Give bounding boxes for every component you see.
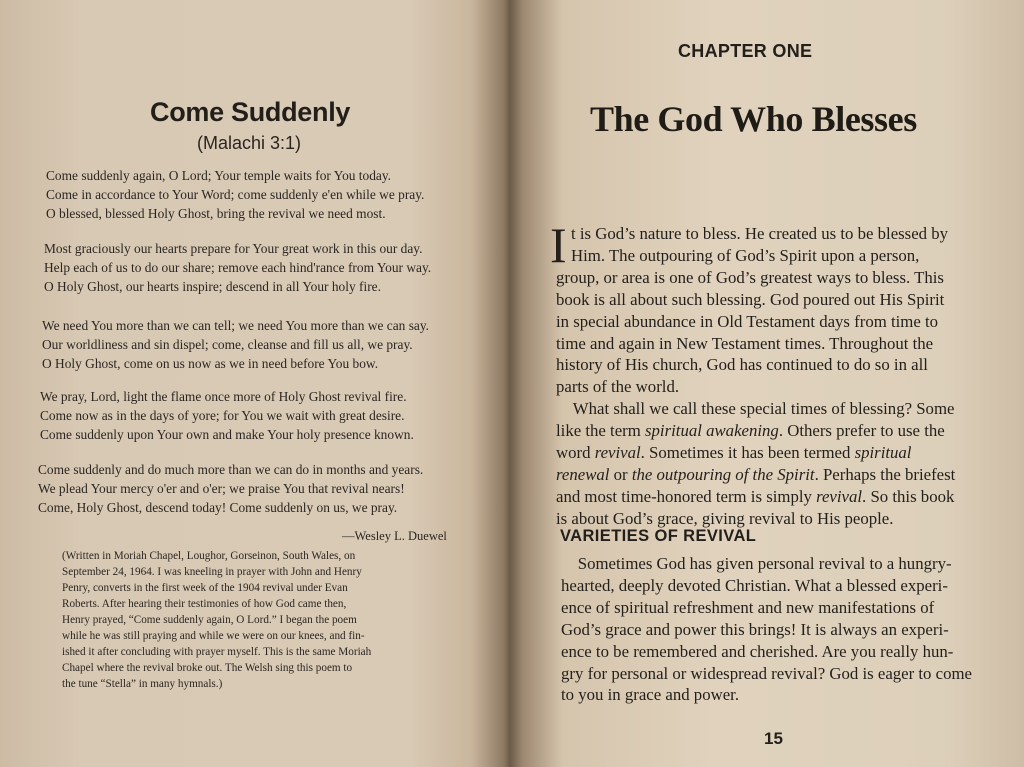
poem-signature: —Wesley L. Duewel <box>342 529 447 543</box>
text-line: to you in grace and power. <box>561 685 740 705</box>
left-page <box>0 0 500 767</box>
text-line: ence to be remembered and cherished. Are you really hun- <box>561 641 954 661</box>
emphasis: spiritual <box>854 442 912 462</box>
paragraph-3 <box>561 553 972 706</box>
text-line: Sometimes God has given personal revival to a hungry- <box>561 554 952 573</box>
text-run: . So this book <box>862 486 955 506</box>
text-run: or <box>609 464 632 484</box>
poem-note <box>62 548 371 692</box>
text-line <box>556 420 955 442</box>
poem-line: Come suddenly and do much more than we can do in months and years. <box>38 462 424 477</box>
emphasis: spiritual awakening <box>645 420 779 440</box>
text-line: God’s grace and power this brings! It is always an experi- <box>561 619 949 639</box>
text-line: What shall we call these special times of blessing? Some <box>556 399 955 418</box>
poem-line: Most graciously our hearts prepare for Your great work in this our day. <box>44 241 423 256</box>
note-line: (Written in Moriah Chapel, Loughor, Gorseinon, South Wales, on <box>62 550 356 562</box>
emphasis: renewal <box>556 464 610 484</box>
text-line: group, or area is one of God’s greatest ways to bless. This <box>556 267 944 287</box>
emphasis: revival <box>816 486 863 506</box>
text-line: gry for personal or widespread revival? God is eager to come <box>561 663 972 683</box>
poem-line: Come suddenly upon Your own and make Your holy presence known. <box>40 427 414 442</box>
text-line: history of His church, God has continued to do so in all <box>556 355 928 375</box>
text-line: book is all about such blessing. God poured out His Spirit <box>556 289 945 309</box>
note-line: Penry, converts in the first week of the 1904 revival under Evan <box>62 582 348 594</box>
poem-stanza-5 <box>38 460 468 517</box>
text-line: is about God’s grace, giving revival to His people. <box>556 508 894 528</box>
poem-stanza-2 <box>44 239 474 296</box>
page-number: 15 <box>764 729 783 748</box>
text-line <box>556 486 955 508</box>
text-line: hearted, deeply devoted Christian. What a blessed experi- <box>561 575 948 595</box>
text-line: time and again in New Testament times. Throughout the <box>556 333 934 353</box>
text-line: ence of spiritual refreshment and new manifestations of <box>561 597 935 617</box>
section-heading: VARIETIES OF REVIVAL <box>560 527 757 545</box>
paragraph-1 <box>556 223 948 398</box>
poem-title: Come Suddenly <box>150 97 351 127</box>
note-line: while he was still praying and while we were on our knees, and fin- <box>62 630 365 642</box>
poem-line: Our worldliness and sin dispel; come, cleanse and fill us all, we pray. <box>42 337 413 352</box>
poem-line: Come now as in the days of yore; for You we wait with great desire. <box>40 408 405 423</box>
poem-line: We pray, Lord, light the flame once more of Holy Ghost revival fire. <box>40 389 407 404</box>
poem-line: Help each of us to do our share; remove each hind'rance from Your way. <box>44 260 432 275</box>
poem-line: O blessed, blessed Holy Ghost, bring the revival we need most. <box>46 206 386 221</box>
text-line: Him. The outpouring of God’s Spirit upon a person, <box>571 245 920 265</box>
text-line: t is God’s nature to bless. He created us to be blessed by <box>571 224 949 243</box>
paragraph-2 <box>556 398 955 529</box>
drop-cap: I <box>550 217 567 273</box>
text-line <box>556 442 955 464</box>
chapter-title: The God Who Blesses <box>590 99 917 139</box>
text-run: . Others prefer to use the <box>778 420 945 440</box>
text-run: . Sometimes it has been termed <box>640 442 855 462</box>
poem-line: Come in accordance to Your Word; come suddenly e'en while we pray. <box>46 187 425 202</box>
note-line: Roberts. After hearing their testimonies of how God came then, <box>62 598 347 610</box>
poem-line: We need You more than we can tell; we need You more than we can say. <box>42 318 430 333</box>
text-run: . Perhaps the briefest <box>814 464 956 484</box>
text-line: in special abundance in Old Testament days from time to <box>556 311 939 331</box>
emphasis: the outpouring of the Spirit <box>631 464 815 484</box>
poem-line: O Holy Ghost, our hearts inspire; descend in all Your holy fire. <box>44 279 381 294</box>
note-line: Chapel where the revival broke out. The Welsh sing this poem to <box>62 662 353 674</box>
poem-stanza-3 <box>42 316 472 373</box>
poem-reference: (Malachi 3:1) <box>197 133 302 153</box>
note-line: September 24, 1964. I was kneeling in prayer with John and Henry <box>62 566 362 578</box>
poem-line: We plead Your mercy o'er and o'er; we praise You that revival nears! <box>38 481 405 496</box>
note-line: Henry prayed, “Come suddenly again, O Lord.” I began the poem <box>62 614 357 626</box>
poem-stanza-4 <box>40 387 470 444</box>
poem-line: Come, Holy Ghost, descend today! Come suddenly on us, we pray. <box>38 500 398 515</box>
text-run: and most time-honored term is simply <box>556 486 817 506</box>
note-line: ished it after concluding with prayer myself. This is the same Moriah <box>62 646 372 658</box>
text-run: word <box>556 442 595 462</box>
poem-line: O Holy Ghost, come on us now as we in need before You bow. <box>42 356 379 371</box>
note-line: the tune “Stella” in many hymnals.) <box>62 678 223 690</box>
emphasis: revival <box>594 442 641 462</box>
chapter-label: CHAPTER ONE <box>678 41 813 61</box>
text-line: parts of the world. <box>556 377 680 397</box>
text-run: like the term <box>556 420 646 440</box>
text-line <box>556 464 955 486</box>
poem-stanza-1 <box>46 166 476 223</box>
poem-line: Come suddenly again, O Lord; Your temple waits for You today. <box>46 168 392 183</box>
